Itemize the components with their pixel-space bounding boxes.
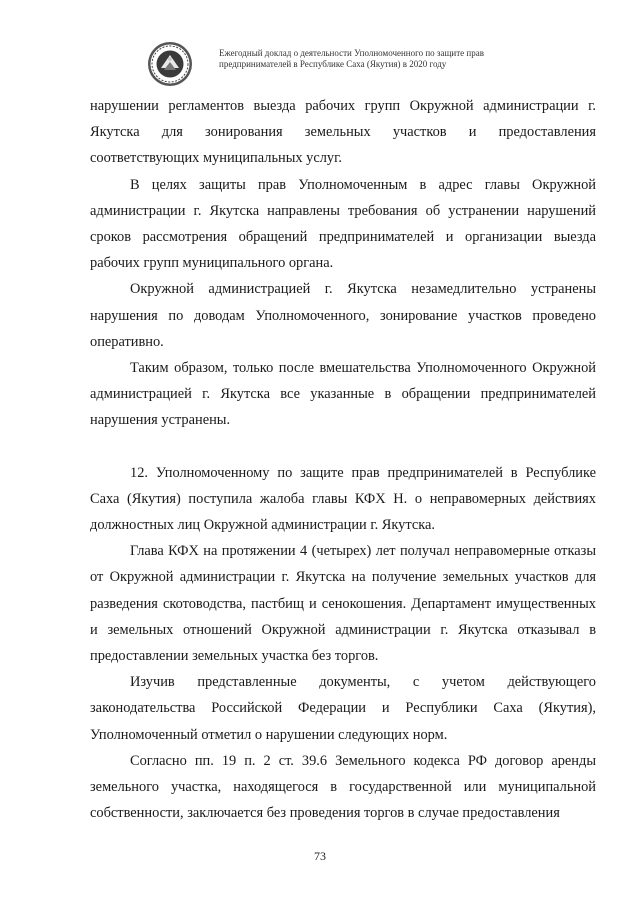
paragraph-8: Согласно пп. 19 п. 2 ст. 39.6 Земельного кодекса РФ договор аренды земельного участка, находящегося в государственной или муниципальной собственности, заключается без проведения торгов в случае предоставления bbox=[90, 752, 596, 822]
document-body bbox=[90, 93, 596, 826]
paragraph-3: Окружной администрацией г. Якутска незамедлительно устранены нарушения по доводам Уполномоченного, зонирование участков проведено оперативно. bbox=[90, 281, 596, 350]
paragraph-4: Таким образом, только после вмешательства Уполномоченного Окружной администрацией г. Якутска все указанные в обращении предпринимателей нарушения устранены. bbox=[90, 360, 596, 429]
header-line-1: Ежегодный доклад о деятельности Уполномоченного по защите прав bbox=[219, 48, 484, 58]
header-line-2: предпринимателей в Республике Саха (Якутия) в 2020 году bbox=[219, 59, 447, 69]
paragraph-5: 12. Уполномоченному по защите прав предпринимателей в Республике Саха (Якутия) поступила жалоба главы КФХ Н. о неправомерных действиях должностных лиц Окружной администрации г. Якутска. bbox=[90, 464, 596, 534]
paragraph-7: Изучив представленные документы, с учетом действующего законодательства Российской Федерации и Республики Саха (Якутия), Уполномоченный отметил о нарушении следующих норм. bbox=[90, 674, 596, 743]
emblem-logo bbox=[147, 41, 193, 87]
paragraph-2: В целях защиты прав Уполномоченным в адрес главы Окружной администрации г. Якутска направлены требования об устранении нарушений сроков рассмотрения обращений предпринимателей и организации выезда рабочих групп муниципального органа. bbox=[90, 176, 596, 272]
page-number: 73 bbox=[314, 849, 326, 863]
paragraph-6: Глава КФХ на протяжении 4 (четырех) лет получал неправомерные отказы от Окружной администрации г. Якутска на получение земельных участков для разведения скотоводства, пастбищ и сенокошения. Департамент имущественных и земельных отношений Окружной администрации г. Якутска отказывал в предоставлении земельных участка без торгов. bbox=[90, 543, 596, 665]
paragraph-1: нарушении регламентов выезда рабочих групп Окружной администрации г. Якутска для зонирования земельных участков и предоставления соответствующих муниципальных услуг. bbox=[90, 98, 596, 167]
section-gap bbox=[90, 434, 596, 460]
page-header bbox=[0, 0, 640, 100]
header-caption bbox=[219, 48, 484, 70]
